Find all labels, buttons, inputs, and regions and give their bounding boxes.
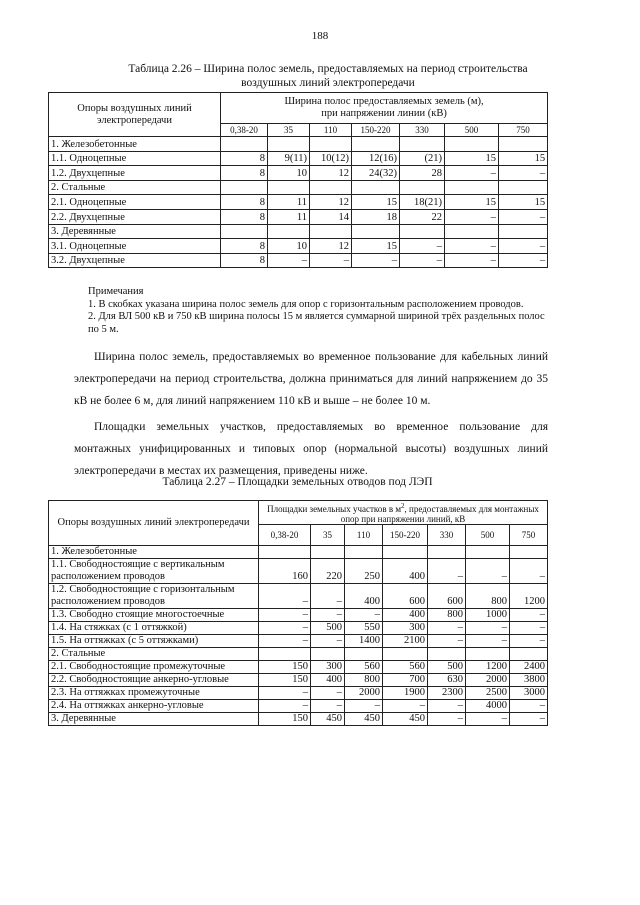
table-row <box>49 166 548 181</box>
table-cell: – <box>311 635 345 648</box>
table-cell: 1200 <box>510 584 548 609</box>
table-cell: 15 <box>499 151 548 166</box>
table-cell: 12(16) <box>352 151 400 166</box>
table-cell: 150 <box>259 661 311 674</box>
table-row <box>49 687 548 700</box>
table-cell: 560 <box>345 661 383 674</box>
table-cell: 8 <box>221 151 268 166</box>
table-cell <box>259 648 311 661</box>
row-label: 1. Железобетонные <box>49 137 221 152</box>
table-cell <box>428 546 466 559</box>
table-row <box>49 209 548 224</box>
table-cell: 150 <box>259 674 311 687</box>
table-cell: 8 <box>221 209 268 224</box>
table-cell <box>268 137 310 152</box>
table-cell: 450 <box>383 713 428 726</box>
table-cell <box>400 180 445 195</box>
table-cell <box>499 224 548 239</box>
table-cell: 2000 <box>345 687 383 700</box>
table-cell: 11 <box>268 195 310 210</box>
table1-voltage-header: 110 <box>310 124 352 137</box>
table-cell: – <box>499 166 548 181</box>
table2-voltage-header: 330 <box>428 525 466 546</box>
table-cell <box>310 224 352 239</box>
table-cell: 10 <box>268 239 310 254</box>
row-label: 2. Стальные <box>49 180 221 195</box>
table-cell <box>466 648 510 661</box>
table1-caption-line1: Таблица 2.26 – Ширина полос земель, предоставляемых на период строительства <box>128 63 528 75</box>
table-cell: 18 <box>352 209 400 224</box>
row-label: 1.4. На стяжках (с 1 оттяжкой) <box>49 622 259 635</box>
table-row <box>49 635 548 648</box>
table-cell: 400 <box>383 559 428 584</box>
table-cell: 15 <box>352 195 400 210</box>
table2-voltage-header: 110 <box>345 525 383 546</box>
row-label: 2.2. Двухцепные <box>49 209 221 224</box>
table-cell: – <box>445 209 499 224</box>
table-cell: – <box>311 584 345 609</box>
table-cell: 300 <box>383 622 428 635</box>
table-row <box>49 195 548 210</box>
table2-voltage-header: 0,38-20 <box>259 525 311 546</box>
table-cell: 1400 <box>345 635 383 648</box>
table-cell: – <box>510 635 548 648</box>
table-cell: – <box>428 635 466 648</box>
table2-voltage-header: 500 <box>466 525 510 546</box>
table-row <box>49 622 548 635</box>
table-cell <box>400 224 445 239</box>
table-cell <box>352 180 400 195</box>
table-cell: – <box>499 253 548 268</box>
table-cell: 1000 <box>466 609 510 622</box>
table1-voltage-header: 750 <box>499 124 548 137</box>
table-cell: 3800 <box>510 674 548 687</box>
table-cell: 550 <box>345 622 383 635</box>
table1-header-supports: Опоры воздушных линий электропередачи <box>49 93 221 137</box>
table-cell: 300 <box>311 661 345 674</box>
table-cell: 1900 <box>383 687 428 700</box>
table-cell <box>499 137 548 152</box>
row-label: 1.1. Свободностоящие с вертикальным расположением проводов <box>49 559 259 584</box>
table-cell: 450 <box>345 713 383 726</box>
table-cell: – <box>352 253 400 268</box>
row-label: 1.2. Двухцепные <box>49 166 221 181</box>
table-cell: – <box>311 609 345 622</box>
table-row <box>49 546 548 559</box>
table-cell: 600 <box>428 584 466 609</box>
table2-header-plots: Площадки земельных участков в $м^2$, предоставляемых для монтажных опор при напряжении линий, кВ <box>259 501 548 525</box>
paragraph-land-plots: Площадки земельных участков, предоставляемых во временное пользование для монтажных унифицированных и типовых опор (нормальной высоты) воздушных линий электропередачи в местах их размещения, приведены ниже. <box>74 421 548 477</box>
table1-caption-line2: воздушных линий электропередачи <box>241 77 415 89</box>
table-cell: – <box>311 687 345 700</box>
table-cell: 12 <box>310 195 352 210</box>
table-cell: – <box>445 166 499 181</box>
paragraph-cable-lines: Ширина полос земель, предоставляемых во временное пользование для кабельных линий электропередачи на период строительства, должна приниматься для линий напряжением до 35 кВ не более 6 м, для линий напряжением 110 кВ и выше – не более 10 м. <box>74 351 548 407</box>
table-cell: – <box>345 609 383 622</box>
table-cell: 1200 <box>466 661 510 674</box>
table-cell: – <box>445 239 499 254</box>
table-cell: 4000 <box>466 700 510 713</box>
table-cell: – <box>428 622 466 635</box>
table-row <box>49 151 548 166</box>
table-cell: 160 <box>259 559 311 584</box>
table-cell: 800 <box>466 584 510 609</box>
table-cell <box>221 137 268 152</box>
notes-title: Примечания <box>88 286 144 297</box>
row-label: 2.1. Свободностоящие промежуточные <box>49 661 259 674</box>
table-cell <box>345 546 383 559</box>
table-cell: – <box>400 253 445 268</box>
table-cell <box>400 137 445 152</box>
table-cell: – <box>466 559 510 584</box>
row-label: 3. Деревянные <box>49 224 221 239</box>
table-cell <box>428 648 466 661</box>
table1-voltage-header: 0,38-20 <box>221 124 268 137</box>
table-row <box>49 700 548 713</box>
table-cell: – <box>499 239 548 254</box>
table-cell: 8 <box>221 166 268 181</box>
table-row <box>49 253 548 268</box>
table-cell: – <box>428 700 466 713</box>
table-cell: (21) <box>400 151 445 166</box>
table2-voltage-header: 750 <box>510 525 548 546</box>
page-number: 188 <box>311 30 329 42</box>
table-cell: 630 <box>428 674 466 687</box>
table-cell: 28 <box>400 166 445 181</box>
table-cell: 250 <box>345 559 383 584</box>
table-cell: 18(21) <box>400 195 445 210</box>
table-cell: – <box>400 239 445 254</box>
table-cell <box>311 546 345 559</box>
table-land-plots <box>48 500 548 726</box>
table1-voltage-header: 150-220 <box>352 124 400 137</box>
table-cell: 560 <box>383 661 428 674</box>
table-cell: 500 <box>428 661 466 674</box>
table-cell <box>510 546 548 559</box>
table-cell: 500 <box>311 622 345 635</box>
table-cell <box>268 224 310 239</box>
table1-voltage-header: 35 <box>268 124 310 137</box>
table-cell <box>499 180 548 195</box>
table-cell: 2300 <box>428 687 466 700</box>
table-cell: – <box>510 609 548 622</box>
row-label: 2.4. На оттяжках анкерно-угловые <box>49 700 259 713</box>
table2-caption: Таблица 2.27 – Площадки земельных отводов под ЛЭП <box>162 476 433 488</box>
table-row <box>49 609 548 622</box>
table-row <box>49 674 548 687</box>
table-row <box>49 239 548 254</box>
table-row <box>49 137 548 152</box>
row-label: 1.1. Одноцепные <box>49 151 221 166</box>
table1-header-width-line1: Ширина полос предоставляемых земель (м), <box>284 96 484 107</box>
table-cell: – <box>510 700 548 713</box>
table-cell <box>311 648 345 661</box>
row-label: 3.2. Двухцепные <box>49 253 221 268</box>
table-cell: – <box>428 559 466 584</box>
table-cell: 450 <box>311 713 345 726</box>
table-cell <box>383 546 428 559</box>
table-cell: 150 <box>259 713 311 726</box>
notes-block <box>88 286 548 336</box>
table-cell: – <box>310 253 352 268</box>
table-row <box>49 648 548 661</box>
table-cell: 2000 <box>466 674 510 687</box>
table-cell: 15 <box>445 195 499 210</box>
table-cell: – <box>445 253 499 268</box>
table1-voltage-header: 330 <box>400 124 445 137</box>
table-cell <box>445 137 499 152</box>
table-row <box>49 584 548 609</box>
table1-caption <box>48 62 608 90</box>
table-row <box>49 661 548 674</box>
row-label: 3.1. Одноцепные <box>49 239 221 254</box>
table-cell: 12 <box>310 239 352 254</box>
table-cell: 12 <box>310 166 352 181</box>
table-cell <box>221 224 268 239</box>
table-cell <box>445 180 499 195</box>
table-cell: – <box>510 559 548 584</box>
table-cell <box>221 180 268 195</box>
table-cell <box>445 224 499 239</box>
table-cell: 800 <box>428 609 466 622</box>
row-label: 2.1. Одноцепные <box>49 195 221 210</box>
table-cell: – <box>259 687 311 700</box>
table-cell <box>352 224 400 239</box>
table-cell: – <box>268 253 310 268</box>
table2-voltage-header: 35 <box>311 525 345 546</box>
note-2: 2. Для ВЛ 500 кВ и 750 кВ ширина полосы 15 м является суммарной шириной трёх раздельных полос по 5 м. <box>88 311 545 335</box>
table-cell: 3000 <box>510 687 548 700</box>
table-cell: 15 <box>499 195 548 210</box>
row-label: 1.5. На оттяжках (с 5 оттяжками) <box>49 635 259 648</box>
table-land-strip-width <box>48 92 548 268</box>
table-cell: 10 <box>268 166 310 181</box>
table1-voltage-header: 500 <box>445 124 499 137</box>
table-cell: 14 <box>310 209 352 224</box>
table-cell: 2500 <box>466 687 510 700</box>
table-cell: 2400 <box>510 661 548 674</box>
table-cell: 600 <box>383 584 428 609</box>
table-row <box>49 224 548 239</box>
table-row <box>49 180 548 195</box>
table-cell: – <box>466 713 510 726</box>
table-cell: – <box>311 700 345 713</box>
table-cell: 15 <box>352 239 400 254</box>
table-cell: – <box>345 700 383 713</box>
table-cell: 8 <box>221 253 268 268</box>
table-cell: 800 <box>345 674 383 687</box>
table-cell: 2100 <box>383 635 428 648</box>
table-cell: 22 <box>400 209 445 224</box>
table-cell <box>466 546 510 559</box>
table-cell: 700 <box>383 674 428 687</box>
table-cell <box>310 137 352 152</box>
table-cell: – <box>428 713 466 726</box>
table-cell: 11 <box>268 209 310 224</box>
table-cell: 10(12) <box>310 151 352 166</box>
table-cell <box>259 546 311 559</box>
table-cell <box>383 648 428 661</box>
row-label: 2. Стальные <box>49 648 259 661</box>
table-cell: – <box>510 713 548 726</box>
table-cell: – <box>466 635 510 648</box>
table-cell <box>268 180 310 195</box>
table-cell: – <box>259 700 311 713</box>
row-label: 1.2. Свободностоящие с горизонтальным расположением проводов <box>49 584 259 609</box>
table-cell: – <box>383 700 428 713</box>
row-label: 3. Деревянные <box>49 713 259 726</box>
table1-header-width-line2: при напряжении линии (кВ) <box>321 108 447 119</box>
table-cell: 400 <box>311 674 345 687</box>
table-cell: – <box>259 635 311 648</box>
table-cell: – <box>259 584 311 609</box>
table2-voltage-header: 150-220 <box>383 525 428 546</box>
table-cell: 15 <box>445 151 499 166</box>
table1-header-width <box>221 93 548 124</box>
row-label: 2.3. На оттяжках промежуточные <box>49 687 259 700</box>
table-cell: 8 <box>221 195 268 210</box>
table-cell: 8 <box>221 239 268 254</box>
table-cell: 220 <box>311 559 345 584</box>
table-row <box>49 559 548 584</box>
table-cell: – <box>259 609 311 622</box>
row-label: 1.3. Свободно стоящие многостоечные <box>49 609 259 622</box>
note-1: 1. В скобках указана ширина полос земель для опор с горизонтальным расположением проводов. <box>88 298 524 310</box>
table-cell: – <box>499 209 548 224</box>
table-cell <box>510 648 548 661</box>
row-label: 1. Железобетонные <box>49 546 259 559</box>
table-cell: 400 <box>383 609 428 622</box>
table-row <box>49 713 548 726</box>
table-cell: – <box>510 622 548 635</box>
table-cell <box>352 137 400 152</box>
table-cell: 400 <box>345 584 383 609</box>
table-cell: – <box>466 622 510 635</box>
row-label: 2.2. Свободностоящие анкерно-угловые <box>49 674 259 687</box>
table-cell: – <box>259 622 311 635</box>
table2-header-supports: Опоры воздушных линий электропередачи <box>49 501 259 546</box>
table-cell: 9(11) <box>268 151 310 166</box>
table-cell <box>345 648 383 661</box>
table-cell: 24(32) <box>352 166 400 181</box>
table-cell <box>310 180 352 195</box>
